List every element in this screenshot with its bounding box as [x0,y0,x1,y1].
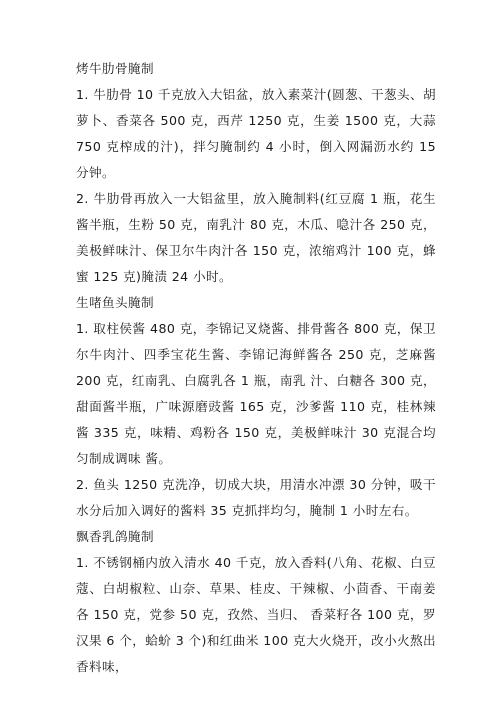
section-fish-head [76,290,436,524]
section-roast-beef-ribs [76,56,436,290]
section-title: 烤牛肋骨腌制 [76,61,154,76]
section-title: 生啫鱼头腌制 [76,295,154,310]
step-paragraph: 1. 不锈钢桶内放入清水 40 千克，放入香料(八角、花椒、白豆蔻、白胡椒粒、山奈、草果、桂皮、干辣椒、小茴香、干南姜各 150 克，党参 50 克，孜然、当归、 香菜籽各 100 克，罗汉果 6 个，蛤蚧 3 个)和红曲米 100 克大火烧开，改小火熬出香料味， [76,555,437,674]
step-paragraph: 2. 鱼头 1250 克洗净，切成大块，用清水冲漂 30 分钟，吸干水分后加入调好的酱料 35 克抓拌均匀，腌制 1 小时左右。 [76,477,436,518]
section-title: 飘香乳鸽腌制 [76,529,154,544]
document-body [76,56,436,680]
section-pigeon [76,524,436,680]
step-paragraph: 1. 取柱侯酱 480 克，李锦记叉烧酱、排骨酱各 800 克，保卫尔牛肉汁、四季宝花生酱、李锦记海鲜酱各 250 克，芝麻酱 200 克，红南乳、白腐乳各 1 瓶，南乳 汁、白糖各 300 克，甜面酱半瓶，广味源磨豉酱 165 克，沙爹酱 110 克，桂林辣酱 335 克，味精、鸡粉各 150 克，美极鲜味汁 30 克混合均匀制成调味 酱。 [76,321,436,466]
step-paragraph: 2. 牛肋骨再放入一大铝盆里，放入腌制料(红豆腐 1 瓶，花生酱半瓶，生粉 50 克，南乳汁 80 克，木瓜、喼汁各 250 克，美极鲜味汁、保卫尔牛肉汁各 150 克，浓缩鸡汁 100 克，蜂蜜 125 克)腌渍 24 小时。 [76,191,436,284]
step-paragraph: 1. 牛肋骨 10 千克放入大铝盆，放入素菜汁(圆葱、干葱头、胡萝卜、香菜各 500 克，西芹 1250 克，生姜 1500 克，大蒜 750 克榨成的汁)，拌匀腌制约 4 小时，倒入网漏沥水约 15 分钟。 [76,87,437,180]
